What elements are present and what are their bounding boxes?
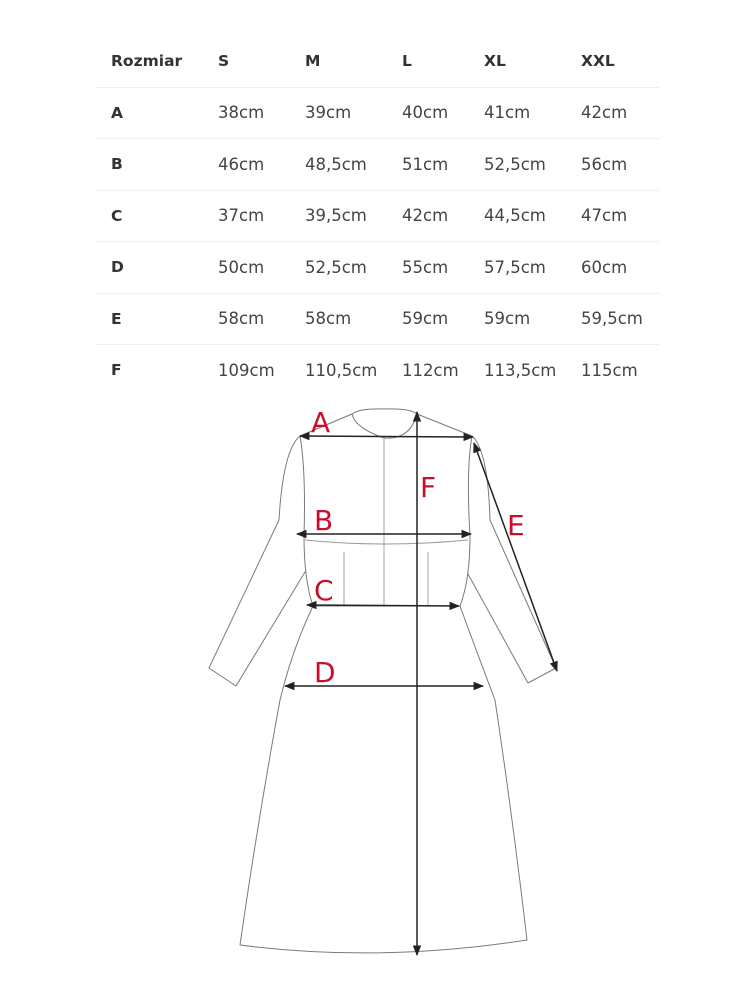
row-label: A xyxy=(95,87,202,139)
table-cell: 59cm xyxy=(386,293,468,345)
table-cell: 50cm xyxy=(202,242,289,294)
table-cell: 42cm xyxy=(386,190,468,242)
table-cell: 37cm xyxy=(202,190,289,242)
label-f: F xyxy=(420,471,437,504)
row-label: B xyxy=(95,139,202,191)
table-cell: 112cm xyxy=(402,360,459,380)
table-cell: 110,5cm xyxy=(305,360,378,380)
header-size-label: Rozmiar xyxy=(95,36,202,87)
label-b: B xyxy=(314,504,334,537)
table-cell: 109cm xyxy=(218,360,275,380)
header-size-s: S xyxy=(202,36,289,87)
header-size-xl: XL xyxy=(468,36,565,87)
row-label: C xyxy=(95,190,202,242)
table-cell: 55cm xyxy=(386,242,468,294)
dress-neckline xyxy=(352,409,417,414)
table-cell: 51cm xyxy=(386,139,468,191)
table-cell: 59cm xyxy=(468,293,565,345)
table-cell: 38cm xyxy=(202,87,289,139)
table-cell: 52,5cm xyxy=(468,139,565,191)
table-cell: 39cm xyxy=(289,87,386,139)
table-cell: 48,5cm xyxy=(289,139,386,191)
table-cell: 44,5cm xyxy=(468,190,565,242)
header-size-m: M xyxy=(289,36,386,87)
row-label: E xyxy=(95,293,202,345)
table-cell: 52,5cm xyxy=(289,242,386,294)
measurement-labels xyxy=(311,406,525,689)
table-cell: 41cm xyxy=(468,87,565,139)
label-d: D xyxy=(314,656,336,689)
measure-e-arrow xyxy=(474,443,557,671)
table-cell: 39,5cm xyxy=(289,190,386,242)
dress-outline xyxy=(209,409,556,953)
label-e: E xyxy=(507,509,525,542)
row-label: F xyxy=(111,361,122,380)
dress-right-sleeve xyxy=(468,436,556,683)
table-cell: 115cm xyxy=(581,360,638,380)
table-cell: 57,5cm xyxy=(468,242,565,294)
table-cell: 113,5cm xyxy=(484,360,557,380)
table-cell: 58cm xyxy=(202,293,289,345)
dress-waist-seam xyxy=(305,540,468,544)
label-c: C xyxy=(314,574,334,607)
label-a: A xyxy=(311,406,331,439)
header-size-xxl: XXL xyxy=(565,36,660,87)
row-label: D xyxy=(95,242,202,294)
dress-left-sleeve xyxy=(209,436,305,686)
table-cell: 46cm xyxy=(202,139,289,191)
table-cell: 47cm xyxy=(565,190,660,242)
table-cell: 40cm xyxy=(386,87,468,139)
table-cell: 59,5cm xyxy=(565,293,660,345)
dress-skirt xyxy=(240,606,527,953)
table-cell: 56cm xyxy=(565,139,660,191)
table-cell: 58cm xyxy=(289,293,386,345)
table-cell: 60cm xyxy=(565,242,660,294)
header-size-l: L xyxy=(386,36,468,87)
table-cell: 42cm xyxy=(565,87,660,139)
